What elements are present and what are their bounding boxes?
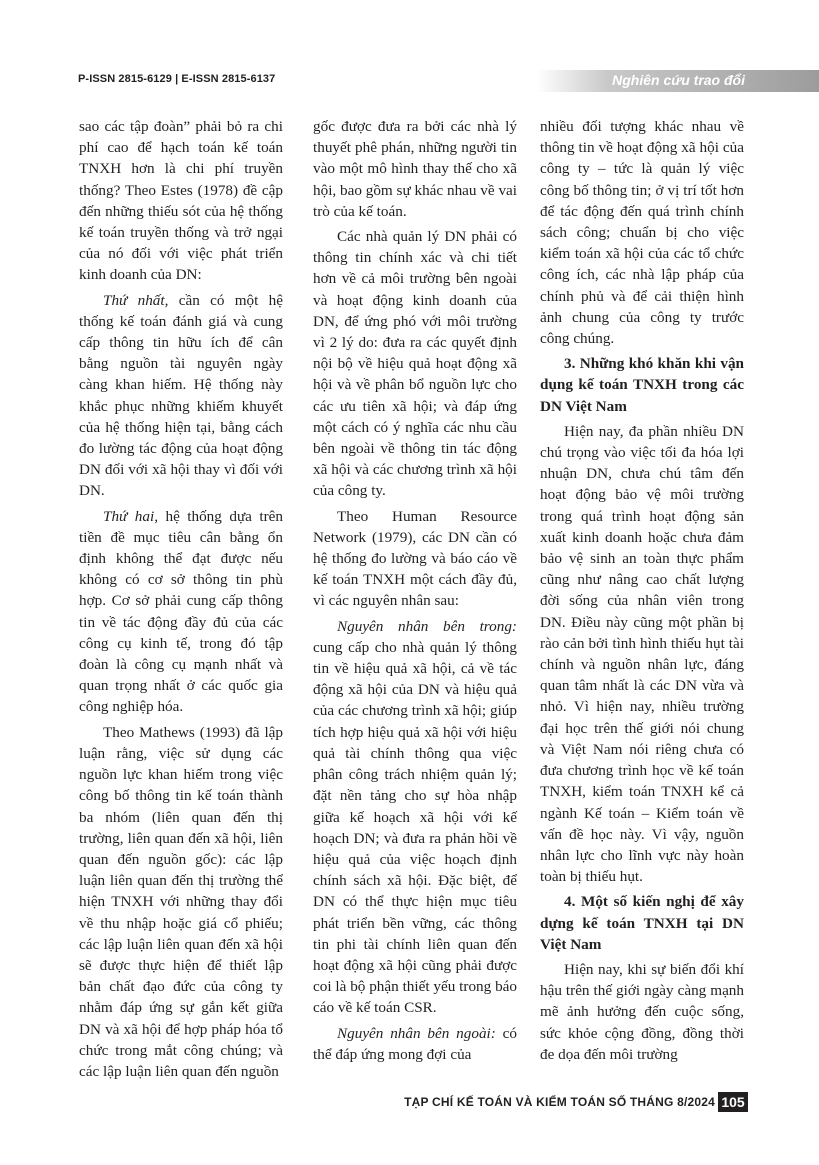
paragraph-text: cần có một hệ thống kế toán đánh giá và cung cấp thông tin hữu ích để cân bằng nguồn tài nguyên ngày càng khan hiếm. Hệ thống này khắc phục những khiếm khuyết của hệ thống hiện tại, bằng cách đo lường tác động của hoạt động DN đối với xã hội thay vì đối với DN. [79, 291, 283, 500]
paragraph-lead: Nguyên nhân bên trong: [337, 617, 517, 635]
paragraph-lead: Nguyên nhân bên ngoài: [337, 1024, 496, 1042]
paragraph [540, 116, 744, 349]
paragraph [313, 616, 517, 1019]
paragraph-text: cung cấp cho nhà quản lý thông tin về hiệu quả xã hội, cả về tác động xã hội của DN và hiệu quả của các chương trình xã hội; giúp tích hợp hiệu quả xã hội với hiệu quả tài chính thông qua việc phân công trách nhiệm quản lý; đặt nền tảng cho sự hòa nhập giữa kế hoạch xã hội với kế hoạch DN; và đưa ra phản hồi về hiệu quả của việc hoạch định chính sách xã hội. Đặc biệt, để DN có thể thực hiện mục tiêu phát triển bền vững, các thông tin phi tài chính liên quan đến hoạt động xã hội cũng phải được coi là bộ phận thiết yếu trong báo cáo về kế toán CSR. [313, 638, 517, 1017]
paragraph [313, 1023, 517, 1065]
paragraph [313, 116, 517, 222]
paragraph [540, 959, 744, 1065]
paragraph [540, 421, 744, 887]
paragraph-text: 4. Một số kiến nghị để xây dựng kế toán TNXH tại DN Việt Nam [540, 893, 744, 953]
paragraph-text: Theo Mathews (1993) đã lập luận rằng, việc sử dụng các nguồn lực khan hiếm trong việc công bố thông tin kế toán thành ba nhóm (liên quan đến thị trường, liên quan đến xã hội, liên quan đến nguồn gốc): các lập luận liên quan đến thị trường thể hiện TNXH với những thay đổi về thu nhập hoặc giá cổ phiếu; các lập luận liên quan đến xã hội sẽ được thực hiện để thiết lập bản chất đạo đức của công ty nhằm đáp ứng sự gắn kết giữa DN và xã hội để hợp pháp hóa tổ chức trong mắt công chúng; và các lập luận liên quan đến nguồn [79, 723, 283, 1080]
paragraph-text: Hiện nay, khi sự biến đổi khí hậu trên thế giới ngày càng mạnh mẽ ảnh hưởng đến cuộc sống, sức khỏe cộng đồng, đồng thời đe dọa đến môi trường [540, 960, 744, 1063]
page-footer [0, 1092, 819, 1114]
paragraph-text: 3. Những khó khăn khi vận dụng kế toán TNXH trong các DN Việt Nam [540, 355, 744, 415]
issn-label: P-ISSN 2815-6129 | E-ISSN 2815-6137 [78, 73, 276, 85]
paragraph-lead: Thứ hai, [103, 507, 158, 525]
text-column-3 [540, 116, 744, 1069]
paragraph [313, 226, 517, 502]
paragraph [79, 290, 283, 502]
paragraph-text: nhiều đối tượng khác nhau về thông tin về hoạt động xã hội của công ty – tức là quản lý việc công bố thông tin; ở vị trí tốt hơn để tác động đến quá trình chính sách công; chuẩn bị cho việc kiểm toán xã hội của các tổ chức công ích, các nhà lập pháp của chính phủ và để cải thiện hình ảnh chung của công ty trước công chúng. [540, 118, 744, 348]
paragraph [79, 722, 283, 1082]
section-band [537, 70, 819, 92]
paragraph [79, 116, 283, 286]
paragraph-text: Hiện nay, đa phần nhiều DN chú trọng vào việc tối đa hóa lợi nhuận DN, chưa chú tâm đến hoạt động bảo vệ môi trường trong quá trình hoạt động sản xuất kinh doanh hoặc chưa đảm bảo vệ sinh an toàn thực phẩm cũng như nâng cao chất lượng đời sống của nhân viên trong DN. Điều này cũng một phần bị rào cản bởi tình hình thiếu hụt tài chính và nguồn nhân lực, đáng quan tâm nhất là các DN vừa và nhỏ. Vì hiện nay, nhiều trường đại học trên thế giới nói chung và Việt Nam nói riêng chưa có đưa chương trình học về kế toán TNXH, kiểm toán TNXH kể cả ngành Kế toán – Kiểm toán về vấn đề học này. Vì vậy, nguồn nhân lực cho lĩnh vực này hoàn toàn bị thiếu hụt. [540, 422, 744, 886]
paragraph-text: hệ thống dựa trên tiền đề mục tiêu cân bằng ổn định không thể đạt được nếu không có cơ sở thông tin phù hợp. Cơ sở phải cung cấp thông tin về tác động đầy đủ của các công cụ kinh tế, trong đó tập đoàn là công cụ mạnh nhất và quan trọng nhất ở các quốc gia công nghiệp hóa. [79, 507, 283, 716]
page-number: 105 [718, 1092, 748, 1112]
section-title: Nghiên cứu trao đổi [612, 72, 745, 88]
paragraph-text: sao các tập đoàn” phải bỏ ra chi phí cao để hạch toán kế toán TNXH hơn là chi phí truyền thống? Theo Estes (1978) đề cập đến những thiếu sót của hệ thống kế toán truyền thống và trở ngại của nó đối với việc phát triển kinh doanh của DN: [79, 118, 283, 284]
page-header [0, 70, 819, 94]
paragraph-text: có thể đáp ứng mong đợi của [313, 1024, 517, 1063]
paragraph-text: Các nhà quản lý DN phải có thông tin chính xác và chi tiết hơn về cả môi trường bên ngoài và hoạt động kinh doanh của DN, để ứng phó với môi trường vì 2 lý do: đưa ra các quyết định nội bộ về hiệu quả hoạt động xã hội và về phân bổ nguồn lực cho các ưu tiên xã hội; và đáp ứng một cách có ý nghĩa các nhu cầu bên ngoài về thông tin tác động xã hội và các chương trình xã hội của công ty. [313, 228, 517, 500]
paragraph-text: Theo Human Resource Network (1979), các DN cần có hệ thống đo lường và báo cáo về kế toán TNXH một cách đầy đủ, vì các nguyên nhân sau: [313, 507, 517, 610]
paragraph-lead: Thứ nhất, [103, 291, 169, 309]
text-column-1 [79, 116, 283, 1086]
paragraph-text: gốc được đưa ra bởi các nhà lý thuyết phê phán, những người tin vào một mô hình thay thế cho xã hội, bao gồm sự khác nhau về vai trò của kế toán. [313, 118, 517, 220]
journal-title: TẠP CHÍ KẾ TOÁN VÀ KIỂM TOÁN SỐ THÁNG 8/2024 [404, 1095, 715, 1109]
paragraph [313, 506, 517, 612]
text-column-2 [313, 116, 517, 1069]
paragraph [79, 506, 283, 718]
section-heading [540, 891, 744, 955]
section-heading [540, 353, 744, 417]
